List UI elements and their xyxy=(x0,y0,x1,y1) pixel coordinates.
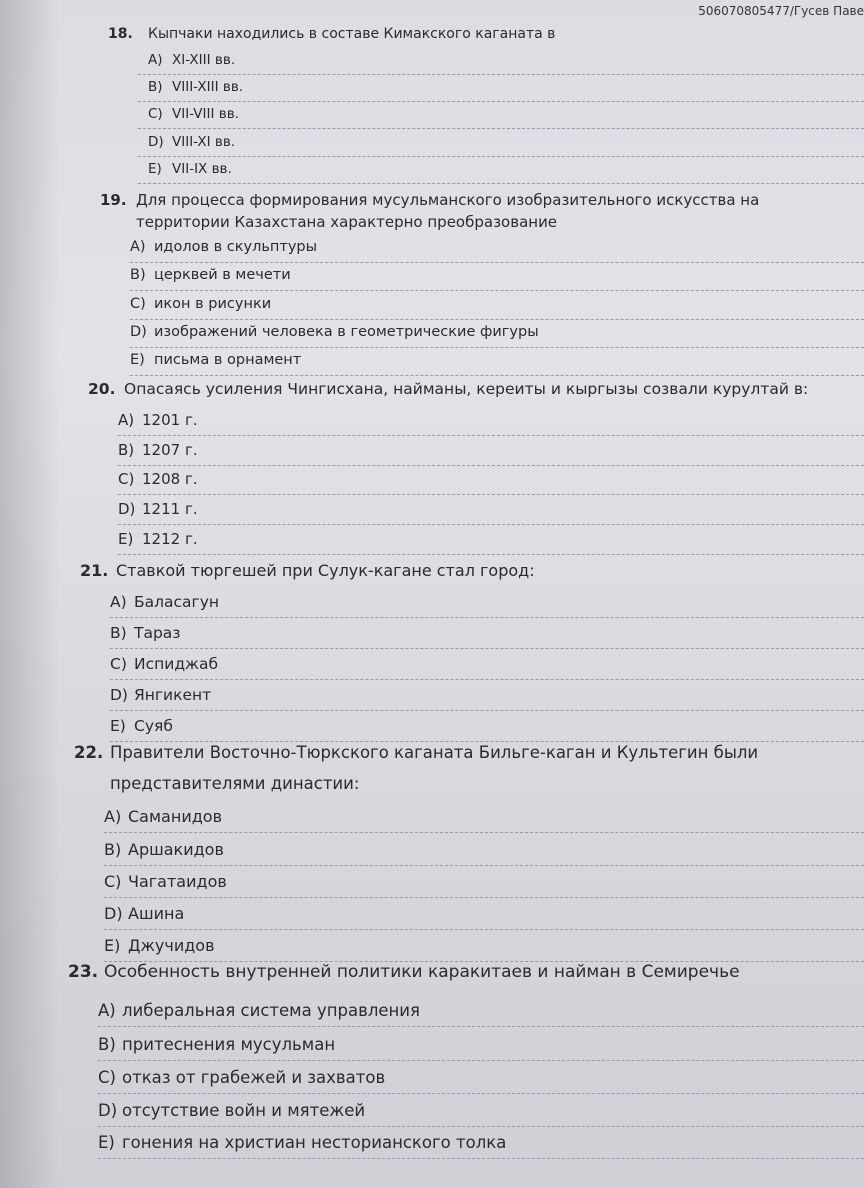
option-text: Янгикент xyxy=(134,686,212,704)
answer-line xyxy=(118,435,864,436)
option-letter: D) xyxy=(104,904,123,923)
option-letter: B) xyxy=(98,1035,116,1054)
question-number: 18. xyxy=(108,26,133,42)
answer-line xyxy=(98,1093,864,1094)
question-number: 21. xyxy=(80,561,109,580)
page-edge-shadow xyxy=(0,0,60,1188)
option-text: Ашина xyxy=(128,904,185,923)
answer-option[interactable] xyxy=(118,470,198,488)
answer-line xyxy=(110,648,864,649)
answer-option[interactable] xyxy=(98,1101,365,1120)
option-text: икон в рисунки xyxy=(154,296,272,312)
option-letter: E) xyxy=(110,717,126,735)
option-text: VIII-XI вв. xyxy=(172,134,236,150)
option-letter: D) xyxy=(118,500,136,518)
question-text: Правители Восточно-Тюркского каганата Бильге-каган и Культегин были xyxy=(110,743,759,762)
option-letter: E) xyxy=(130,352,145,368)
option-letter: D) xyxy=(130,324,147,340)
option-letter: C) xyxy=(98,1068,116,1087)
question-text: Для процесса формирования мусульманского изобразительного искусства на xyxy=(136,191,760,209)
answer-line xyxy=(118,494,864,495)
option-text: 1211 г. xyxy=(142,500,198,518)
answer-option[interactable] xyxy=(98,1001,420,1020)
answer-line xyxy=(130,375,864,376)
option-letter: E) xyxy=(98,1133,115,1152)
option-text: VII-VIII вв. xyxy=(172,106,239,122)
answer-line xyxy=(104,929,864,930)
option-letter: D) xyxy=(148,134,164,150)
answer-line xyxy=(118,465,864,466)
question-number: 20. xyxy=(88,380,116,398)
answer-line xyxy=(110,710,864,711)
answer-option[interactable] xyxy=(110,593,219,611)
option-text: изображений человека в геометрические фигуры xyxy=(154,324,539,340)
answer-option[interactable] xyxy=(130,296,271,312)
option-text: Тараз xyxy=(134,624,181,642)
answer-line xyxy=(138,74,864,75)
question-number: 22. xyxy=(74,743,104,762)
answer-option[interactable] xyxy=(148,134,235,150)
answer-option[interactable] xyxy=(104,936,215,955)
question-text: Кыпчаки находились в составе Кимакского каганата в xyxy=(148,26,556,42)
answer-line xyxy=(104,865,864,866)
answer-option[interactable] xyxy=(148,161,232,177)
answer-option[interactable] xyxy=(148,106,239,122)
option-letter: C) xyxy=(148,106,163,122)
option-letter: A) xyxy=(110,593,127,611)
option-text: Испиджаб xyxy=(134,655,219,673)
answer-line xyxy=(98,1026,864,1027)
answer-option[interactable] xyxy=(104,807,222,826)
answer-option[interactable] xyxy=(130,239,317,255)
answer-line xyxy=(104,897,864,898)
answer-line xyxy=(104,832,864,833)
answer-line xyxy=(130,290,864,291)
option-text: либеральная система управления xyxy=(122,1001,420,1020)
option-text: церквей в мечети xyxy=(154,267,291,283)
option-text: Саманидов xyxy=(128,807,222,826)
option-text: письма в орнамент xyxy=(154,352,302,368)
answer-line xyxy=(130,319,864,320)
option-text: 1208 г. xyxy=(142,470,198,488)
option-text: 1201 г. xyxy=(142,411,198,429)
answer-option[interactable] xyxy=(110,686,211,704)
option-text: 1207 г. xyxy=(142,441,198,459)
option-letter: A) xyxy=(104,807,122,826)
answer-option[interactable] xyxy=(104,904,184,923)
option-letter: C) xyxy=(130,296,146,312)
question-number: 23. xyxy=(68,962,99,982)
answer-option[interactable] xyxy=(98,1068,385,1087)
answer-line xyxy=(138,156,864,157)
answer-option[interactable] xyxy=(118,411,198,429)
answer-option[interactable] xyxy=(148,52,235,68)
option-text: VIII-XIII вв. xyxy=(172,79,244,95)
option-letter: D) xyxy=(110,686,128,704)
answer-line xyxy=(98,1126,864,1127)
answer-line xyxy=(138,183,864,184)
option-letter: B) xyxy=(148,79,163,95)
question-number: 19. xyxy=(100,191,127,209)
answer-option[interactable] xyxy=(104,840,224,859)
option-letter: E) xyxy=(148,161,162,177)
option-text: Аршакидов xyxy=(128,840,224,859)
option-text: отсутствие войн и мятежей xyxy=(122,1101,366,1120)
answer-line xyxy=(110,617,864,618)
option-letter: B) xyxy=(110,624,127,642)
option-letter: D) xyxy=(98,1101,118,1120)
option-letter: B) xyxy=(118,441,135,459)
option-text: гонения на христиан несторианского толка xyxy=(122,1133,507,1152)
answer-option[interactable] xyxy=(130,352,301,368)
answer-option[interactable] xyxy=(98,1035,335,1054)
option-letter: C) xyxy=(118,470,135,488)
question-text: Ставкой тюргешей при Сулук-кагане стал город: xyxy=(116,561,535,580)
answer-line xyxy=(118,524,864,525)
answer-option[interactable] xyxy=(130,267,291,283)
answer-option[interactable] xyxy=(118,500,198,518)
option-text: Чагатаидов xyxy=(128,872,227,891)
option-text: притеснения мусульман xyxy=(122,1035,336,1054)
header-code: 506070805477/Гусев Паве xyxy=(698,4,864,18)
option-text: Суяб xyxy=(134,717,173,735)
answer-option[interactable] xyxy=(118,530,198,548)
option-letter: E) xyxy=(104,936,121,955)
option-text: отказ от грабежей и захватов xyxy=(122,1068,386,1087)
option-text: XI-XIII вв. xyxy=(172,52,236,68)
answer-line xyxy=(98,1158,864,1159)
option-letter: A) xyxy=(98,1001,116,1020)
option-letter: A) xyxy=(130,239,146,255)
answer-option[interactable] xyxy=(118,441,198,459)
option-text: 1212 г. xyxy=(142,530,198,548)
option-text: Джучидов xyxy=(128,936,215,955)
option-letter: A) xyxy=(148,52,163,68)
option-text: VII-IX вв. xyxy=(172,161,232,177)
question-text: Опасаясь усиления Чингисхана, найманы, кереиты и кыргызы созвали курултай в: xyxy=(124,380,809,398)
answer-line xyxy=(130,262,864,263)
option-letter: C) xyxy=(104,872,122,891)
option-letter: B) xyxy=(130,267,146,283)
answer-option[interactable] xyxy=(110,717,173,735)
answer-line xyxy=(138,101,864,102)
answer-line xyxy=(110,679,864,680)
option-letter: A) xyxy=(118,411,135,429)
answer-line xyxy=(110,741,864,742)
answer-option[interactable] xyxy=(110,624,181,642)
answer-line xyxy=(130,347,864,348)
answer-option[interactable] xyxy=(148,79,243,95)
answer-line xyxy=(118,554,864,555)
answer-line xyxy=(98,1060,864,1061)
option-letter: E) xyxy=(118,530,134,548)
question-text: Особенность внутренней политики каракитаев и найман в Семиречье xyxy=(104,962,740,982)
option-text: идолов в скульптуры xyxy=(154,239,318,255)
question-text: территории Казахстана характерно преобразование xyxy=(136,213,558,231)
answer-line xyxy=(138,128,864,129)
answer-option[interactable] xyxy=(98,1133,506,1152)
answer-option[interactable] xyxy=(104,872,227,891)
option-text: Баласагун xyxy=(134,593,220,611)
option-letter: C) xyxy=(110,655,127,673)
option-letter: B) xyxy=(104,840,122,859)
question-text: представителями династии: xyxy=(110,774,360,793)
answer-option[interactable] xyxy=(110,655,218,673)
answer-option[interactable] xyxy=(130,324,539,340)
